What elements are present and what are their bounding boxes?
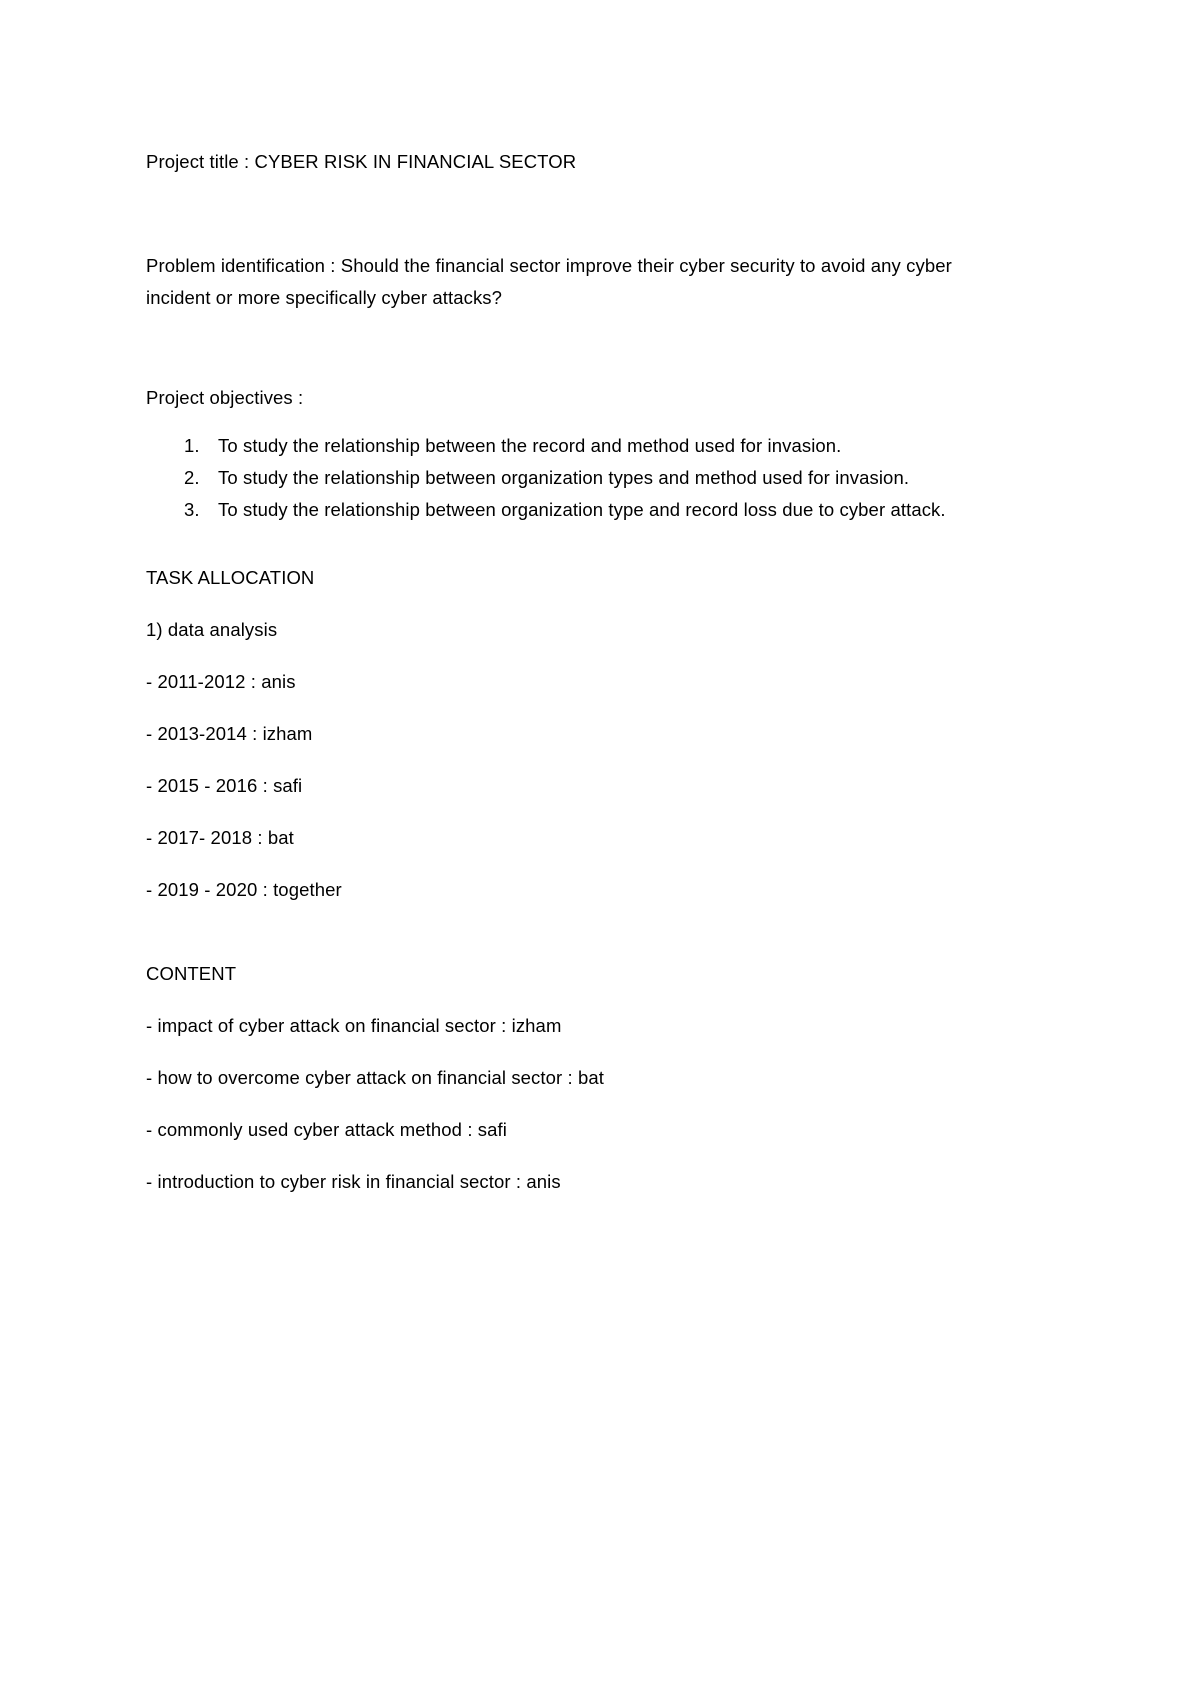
objective-number: 2.	[184, 467, 200, 488]
objectives-heading: Project objectives :	[146, 387, 304, 408]
objective-item	[146, 462, 1066, 494]
task-allocation-subheading: 1) data analysis	[146, 619, 278, 640]
project-title: Project title : CYBER RISK IN FINANCIAL SECTOR	[146, 151, 577, 172]
objective-text: To study the relationship between organization types and method used for invasion.	[218, 467, 910, 488]
task-item: - 2013-2014 : izham	[146, 723, 313, 744]
objective-text: To study the relationship between organization type and record loss due to cyber attack.	[218, 499, 946, 520]
problem-text-line-2: incident or more specifically cyber attacks?	[146, 287, 503, 308]
objective-item	[146, 494, 1066, 526]
task-allocation-section	[146, 562, 1066, 906]
content-item: - how to overcome cyber attack on financial sector : bat	[146, 1067, 605, 1088]
content-item: - introduction to cyber risk in financial sector : anis	[146, 1171, 561, 1192]
problem-identification	[146, 250, 1066, 314]
task-allocation-heading: TASK ALLOCATION	[146, 567, 315, 588]
task-item: - 2011-2012 : anis	[146, 671, 296, 692]
problem-text-line-1: Problem identification : Should the financial sector improve their cyber security to avoid any cyber	[146, 255, 952, 276]
objectives-list	[146, 430, 1066, 526]
objective-number: 3.	[184, 499, 200, 520]
task-item: - 2019 - 2020 : together	[146, 879, 342, 900]
objective-item	[146, 430, 1066, 462]
task-item: - 2017- 2018 : bat	[146, 827, 294, 848]
content-section	[146, 958, 1066, 1198]
content-heading: CONTENT	[146, 963, 237, 984]
objective-number: 1.	[184, 435, 200, 456]
content-item: - impact of cyber attack on financial sector : izham	[146, 1015, 562, 1036]
content-item: - commonly used cyber attack method : safi	[146, 1119, 507, 1140]
task-item: - 2015 - 2016 : safi	[146, 775, 303, 796]
objective-text: To study the relationship between the record and method used for invasion.	[218, 435, 842, 456]
document-body	[146, 146, 1066, 1218]
